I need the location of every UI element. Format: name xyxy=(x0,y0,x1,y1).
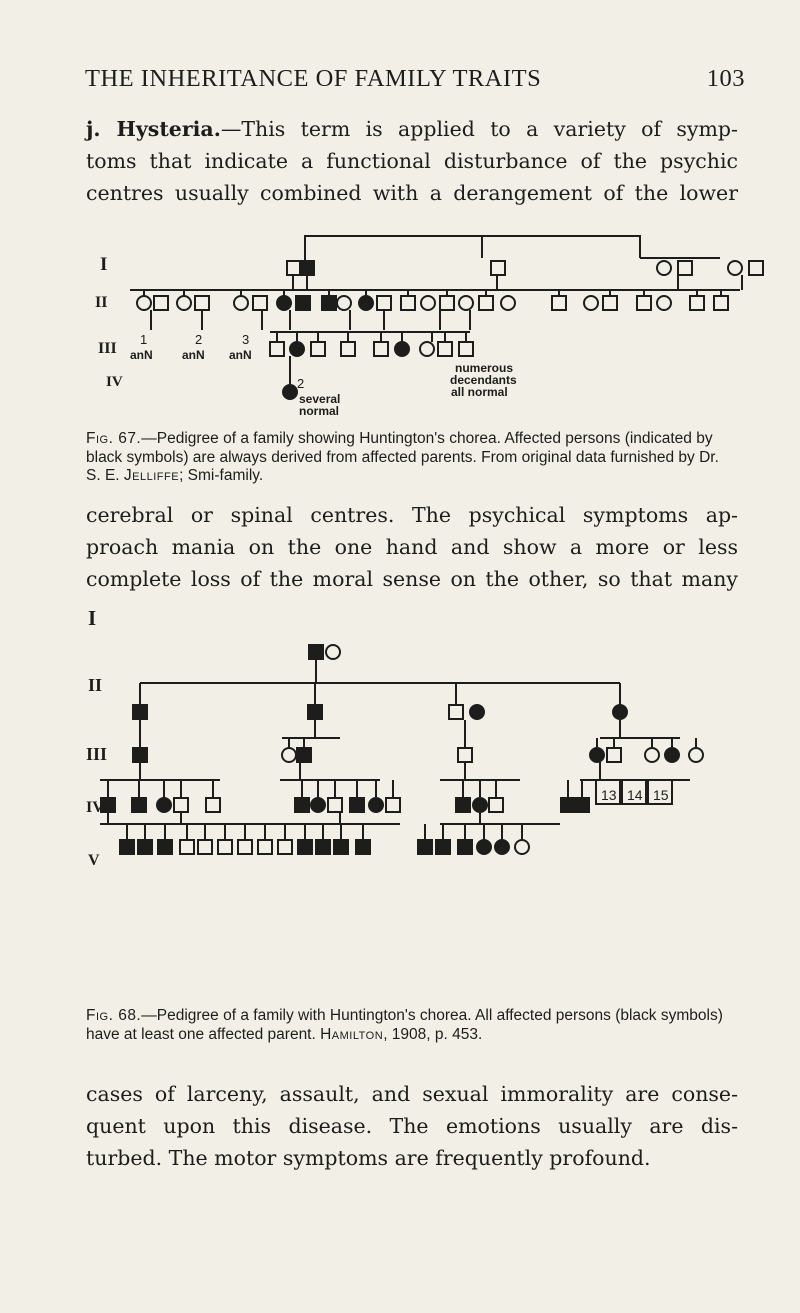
fig68-generation-label: II xyxy=(88,675,103,695)
fig67-gen3-annotation: anN xyxy=(182,348,205,362)
fig67-gen3-number: 1 xyxy=(140,332,148,347)
figure-68-lower-generations xyxy=(0,606,800,960)
paragraph-1-line-3: centres usually combined with a derangement of the lower xyxy=(86,181,738,205)
fig68-caption-author: Hamilton xyxy=(320,1025,384,1043)
fig67-caption-lead: Fig. 67. xyxy=(86,430,142,447)
fig67-gen3-number: 2 xyxy=(195,332,203,347)
fig67-gen3-number: 3 xyxy=(242,332,250,347)
fig68-generation-label: IV xyxy=(86,799,104,816)
figure-67-pedigree xyxy=(0,0,800,420)
fig67-generation-label: II xyxy=(95,294,108,311)
paragraph-2-line-2: proach mania on the one hand and show a more or less xyxy=(86,535,738,559)
fig67-note-line: numerous xyxy=(455,361,514,375)
paragraph-3-line-3: turbed. The motor symptoms are frequently profound. xyxy=(86,1146,651,1170)
fig67-gen3-annotation: anN xyxy=(130,348,153,362)
fig67-note-line: all normal xyxy=(451,385,508,399)
figure-67-caption: Fig. 67.—Pedigree of a family showing Huntington's chorea. Affected persons (indicated by black symbols) are always derived from affected parents. From original data furnished by Dr. S. E. Jelliffe; Smi-family. xyxy=(86,430,719,484)
fig67-note-line: several xyxy=(299,392,341,406)
fig68-gen-number: 15 xyxy=(653,787,669,803)
fig67-generation-label: IV xyxy=(106,374,123,390)
fig67-generation-label: I xyxy=(100,254,108,275)
page-number: 103 xyxy=(706,65,745,92)
running-head-title: THE INHERITANCE OF FAMILY TRAITS xyxy=(85,65,542,92)
fig68-generation-label: V xyxy=(88,852,100,869)
paragraph-3-line-2: quent upon this disease. The emotions usually are dis- xyxy=(86,1114,738,1138)
paragraph-2-line-1: cerebral or spinal centres. The psychical symptoms ap- xyxy=(86,503,738,527)
fig67-gen4-number: 2 xyxy=(297,376,305,391)
fig67-gen3-annotation: anN xyxy=(229,348,252,362)
fig67-note-line: normal xyxy=(299,404,340,418)
figure-68-caption: Fig. 68.—Pedigree of a family with Huntington's chorea. All affected persons (black symbols) have at least one affected parent. Hamilton, 1908, p. 453. xyxy=(86,1007,723,1043)
paragraph-2-line-3: complete loss of the moral sense on the other, so that many xyxy=(86,567,738,591)
fig67-note-line: decendants xyxy=(450,373,517,387)
paragraph-1-line-1: j. Hysteria.—This term is applied to a variety of symp- xyxy=(86,117,738,141)
fig68-generation-label: I xyxy=(88,606,97,630)
fig67-caption-author: Jelliffe xyxy=(123,467,180,484)
figure-68-pedigree xyxy=(0,600,800,720)
fig68-caption-lead: Fig. 68. xyxy=(86,1007,142,1024)
paragraph-3-line-1: cases of larceny, assault, and sexual immorality are conse- xyxy=(86,1082,738,1106)
paragraph-1-line-2: toms that indicate a functional disturbance of the psychic xyxy=(86,149,738,173)
fig68-gen-number: 13 xyxy=(601,787,617,803)
fig68-gen-number: 14 xyxy=(627,787,643,803)
fig68-generation-label: III xyxy=(86,744,108,764)
hysteria-heading: j. Hysteria. xyxy=(86,117,221,141)
fig67-generation-label: III xyxy=(98,340,117,357)
